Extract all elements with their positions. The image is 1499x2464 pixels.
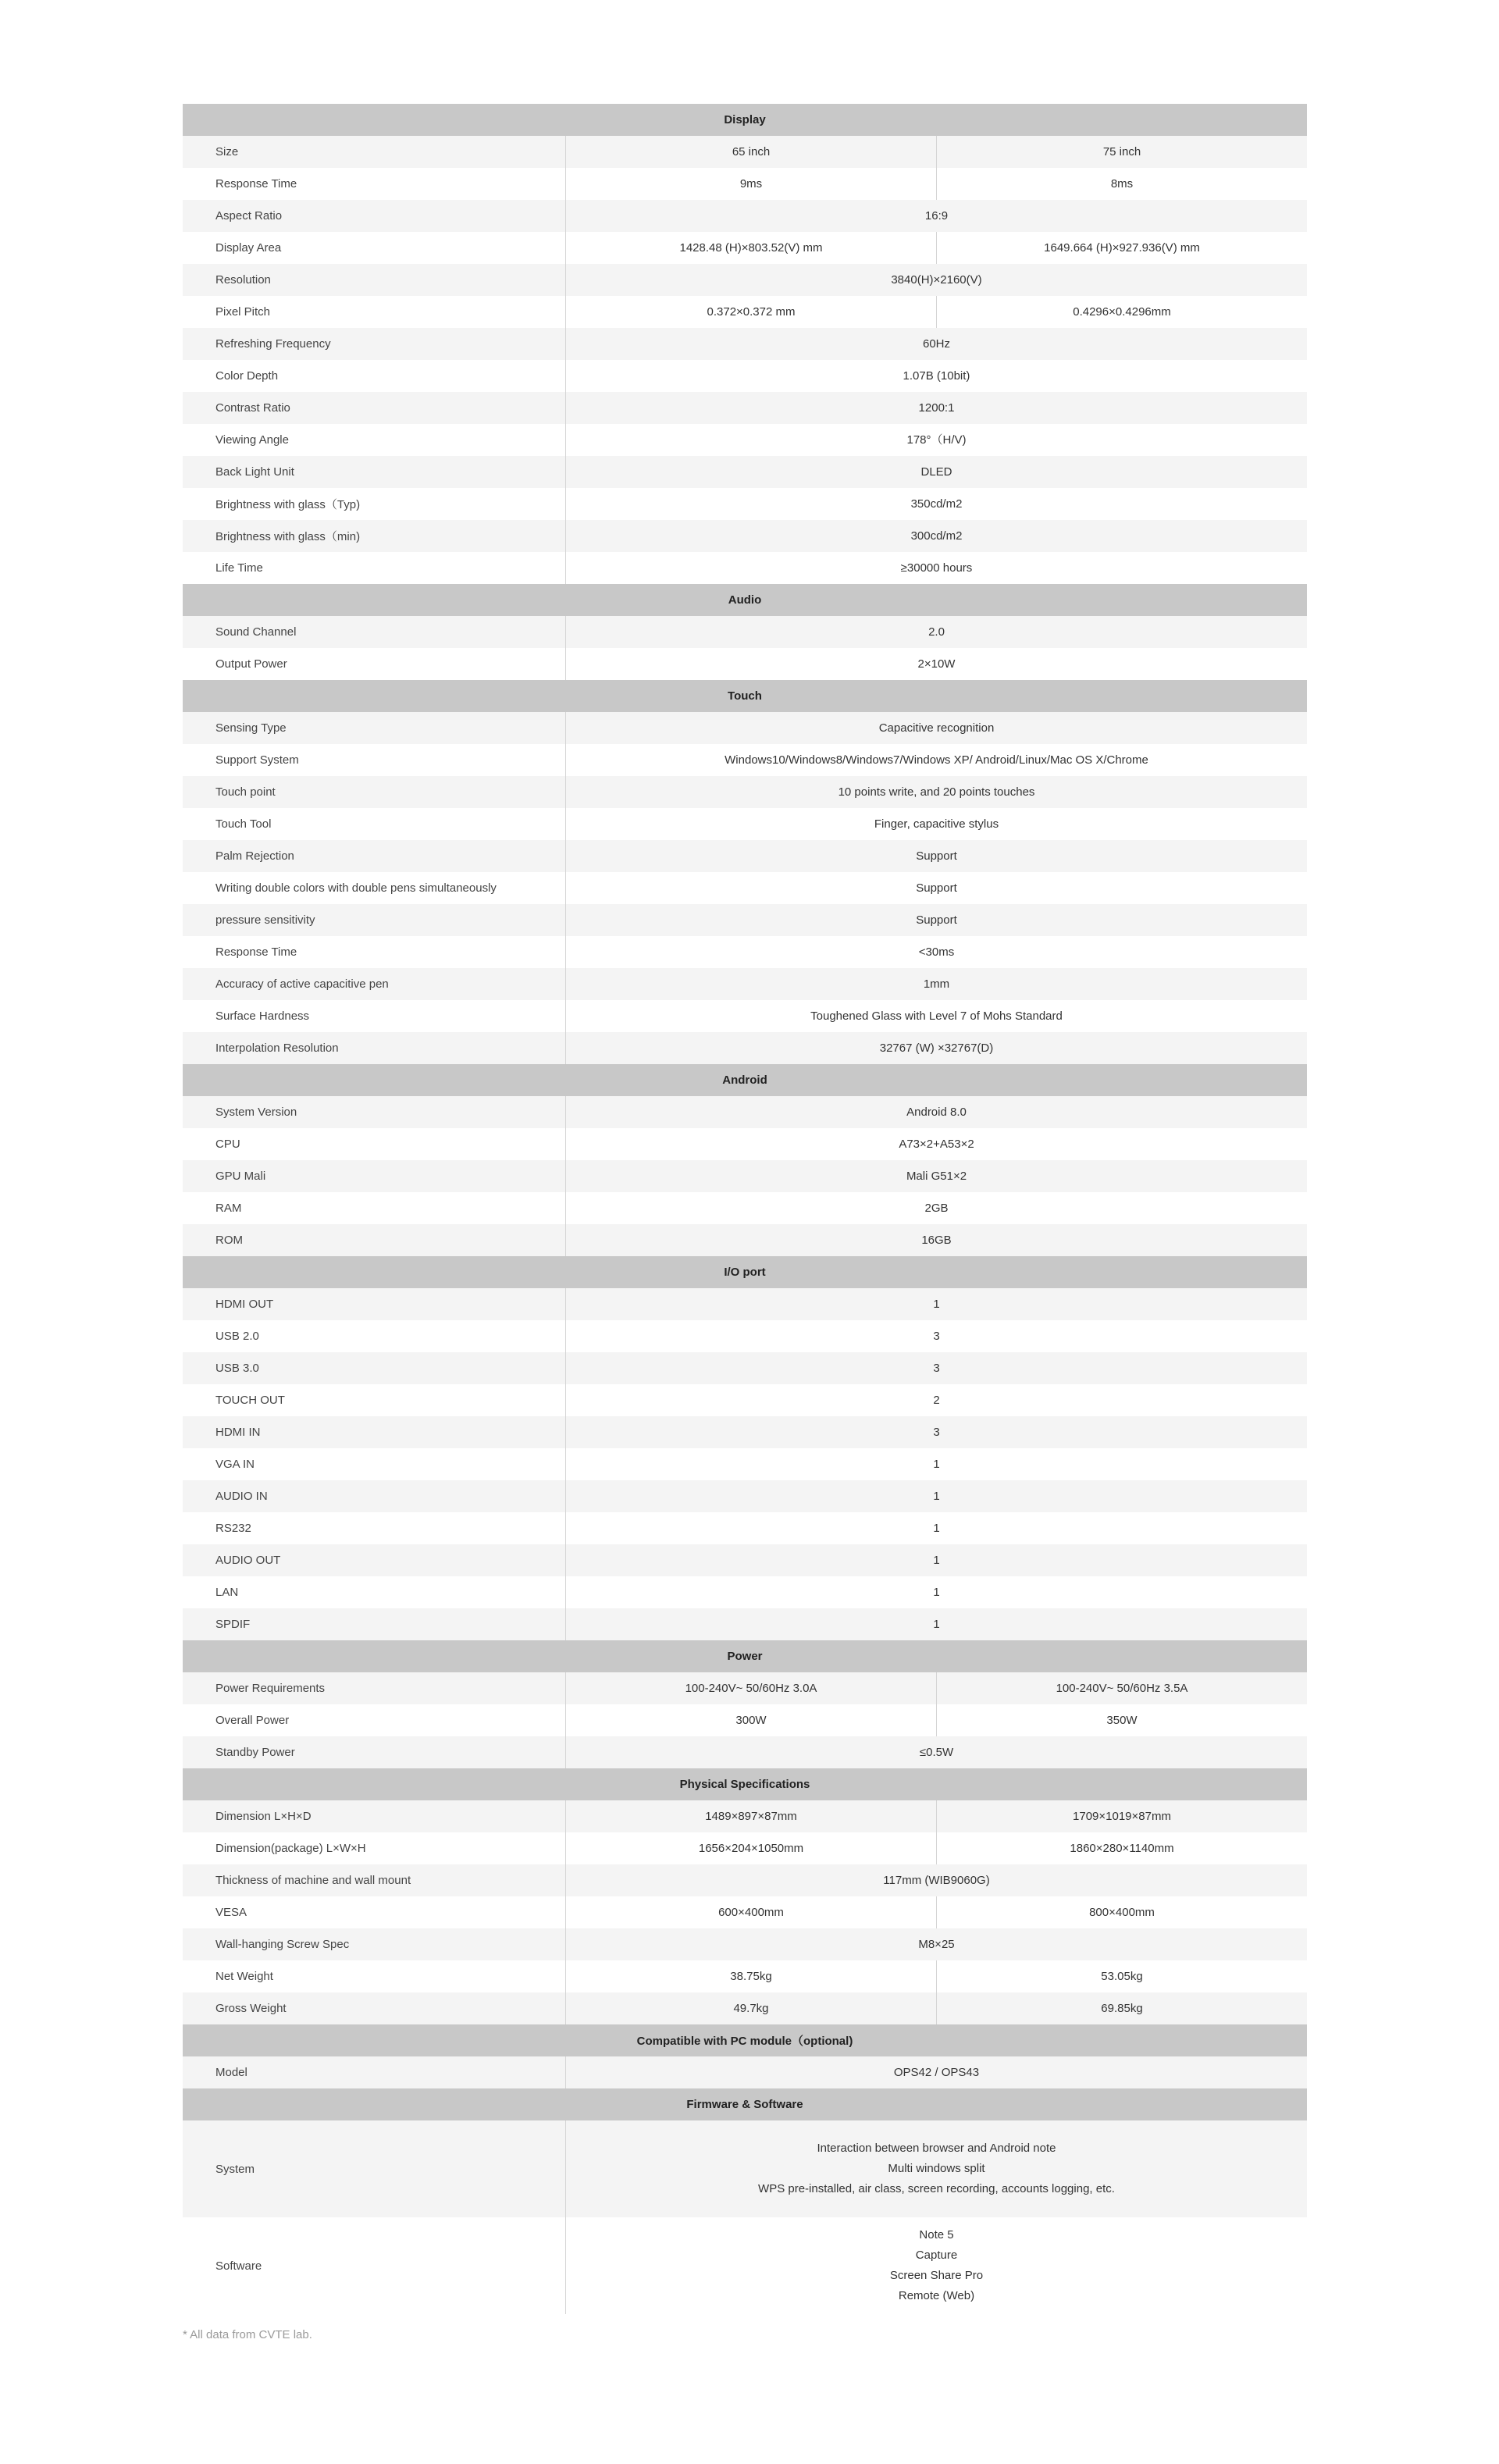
spec-value: 3 — [933, 1425, 940, 1439]
spec-row — [183, 1032, 1307, 1064]
spec-value: 1860×280×1140mm — [936, 1832, 1307, 1864]
spec-values — [566, 232, 1307, 264]
spec-value: Support — [916, 881, 957, 895]
spec-row — [183, 1992, 1307, 2024]
spec-row — [183, 872, 1307, 904]
spec-row — [183, 1608, 1307, 1640]
spec-values — [566, 2056, 1307, 2088]
section-header: Power — [183, 1640, 1307, 1672]
spec-row — [183, 1960, 1307, 1992]
spec-row — [183, 1000, 1307, 1032]
spec-row — [183, 520, 1307, 552]
spec-value: 75 inch — [936, 136, 1307, 168]
spec-value: 60Hz — [922, 336, 951, 351]
spec-row — [183, 840, 1307, 872]
spec-label: Brightness with glass（min) — [183, 520, 566, 552]
spec-value: 10 points write, and 20 points touches — [838, 785, 1035, 799]
spec-row — [183, 2120, 1307, 2217]
spec-value: 350W — [936, 1704, 1307, 1736]
spec-value: 300W — [735, 1713, 767, 1727]
spec-row — [183, 264, 1307, 296]
spec-row — [183, 1448, 1307, 1480]
spec-value: 2.0 — [928, 625, 945, 639]
spec-label: Brightness with glass（Typ) — [183, 488, 566, 520]
spec-values — [566, 1992, 1307, 2024]
spec-row — [183, 168, 1307, 200]
spec-value: 1200:1 — [918, 401, 955, 415]
spec-label: USB 3.0 — [183, 1352, 566, 1384]
spec-row — [183, 392, 1307, 424]
spec-values — [566, 520, 1307, 552]
spec-value: 1 — [933, 1297, 940, 1311]
spec-row — [183, 1672, 1307, 1704]
spec-values — [566, 1544, 1307, 1576]
spec-values — [566, 1480, 1307, 1512]
spec-value: Windows10/Windows8/Windows7/Windows XP/ Android/Linux/Mac OS X/Chrome — [725, 753, 1148, 767]
section-header: Compatible with PC module（optional) — [183, 2024, 1307, 2056]
spec-label: Model — [183, 2056, 566, 2088]
spec-values — [566, 840, 1307, 872]
spec-label: Accuracy of active capacitive pen — [183, 968, 566, 1000]
spec-values — [566, 1608, 1307, 1640]
spec-row — [183, 552, 1307, 584]
spec-row — [183, 968, 1307, 1000]
spec-label: Overall Power — [183, 1704, 566, 1736]
spec-value: M8×25 — [918, 1937, 955, 1951]
spec-values — [566, 1224, 1307, 1256]
spec-label: Output Power — [183, 648, 566, 680]
spec-value: 1 — [933, 1457, 940, 1471]
spec-row — [183, 1160, 1307, 1192]
spec-label: RS232 — [183, 1512, 566, 1544]
spec-row — [183, 712, 1307, 744]
spec-values — [566, 872, 1307, 904]
spec-value: 16GB — [921, 1233, 952, 1247]
spec-value: ≥30000 hours — [900, 561, 973, 575]
spec-value: 100-240V~ 50/60Hz 3.0A — [685, 1681, 817, 1695]
spec-values — [566, 1032, 1307, 1064]
spec-row — [183, 1096, 1307, 1128]
spec-row — [183, 1288, 1307, 1320]
spec-values — [566, 328, 1307, 360]
spec-label: Contrast Ratio — [183, 392, 566, 424]
spec-label: Sound Channel — [183, 616, 566, 648]
spec-label: RAM — [183, 1192, 566, 1224]
spec-value: 1428.48 (H)×803.52(V) mm — [679, 240, 823, 255]
spec-label: Resolution — [183, 264, 566, 296]
spec-row — [183, 456, 1307, 488]
spec-label: Support System — [183, 744, 566, 776]
spec-label: Display Area — [183, 232, 566, 264]
section-header: I/O port — [183, 1256, 1307, 1288]
spec-values — [566, 1960, 1307, 1992]
spec-values — [566, 1416, 1307, 1448]
spec-row — [183, 744, 1307, 776]
spec-label: Palm Rejection — [183, 840, 566, 872]
spec-label: Aspect Ratio — [183, 200, 566, 232]
spec-values — [566, 1512, 1307, 1544]
section-header: Firmware & Software — [183, 2088, 1307, 2120]
spec-values — [566, 1320, 1307, 1352]
spec-label: AUDIO OUT — [183, 1544, 566, 1576]
spec-value: 350cd/m2 — [910, 497, 963, 511]
spec-value: 49.7kg — [733, 2001, 769, 2015]
spec-value: 1709×1019×87mm — [936, 1800, 1307, 1832]
spec-row — [183, 808, 1307, 840]
spec-values — [566, 1928, 1307, 1960]
spec-label: Sensing Type — [183, 712, 566, 744]
spec-value: 0.372×0.372 mm — [707, 304, 796, 319]
spec-row — [183, 1544, 1307, 1576]
spec-value: Android 8.0 — [906, 1105, 967, 1119]
spec-label: Pixel Pitch — [183, 296, 566, 328]
spec-label: Response Time — [183, 936, 566, 968]
spec-values — [566, 1704, 1307, 1736]
spec-value: 2GB — [924, 1201, 949, 1215]
spec-values — [566, 1352, 1307, 1384]
spec-value: OPS42 / OPS43 — [893, 2065, 980, 2079]
spec-row — [183, 328, 1307, 360]
spec-value: 3 — [933, 1329, 940, 1343]
spec-value: 16:9 — [924, 208, 949, 223]
spec-values — [566, 1096, 1307, 1128]
spec-value: Finger, capacitive stylus — [874, 817, 999, 831]
spec-value: Note 5 Capture Screen Share Pro Remote (Web) — [889, 2228, 984, 2302]
spec-values — [566, 1128, 1307, 1160]
spec-values — [566, 136, 1307, 168]
spec-value: 2×10W — [917, 657, 956, 671]
spec-label: Viewing Angle — [183, 424, 566, 456]
spec-value: 1 — [933, 1553, 940, 1567]
spec-values — [566, 1672, 1307, 1704]
spec-values — [566, 456, 1307, 488]
spec-label: Interpolation Resolution — [183, 1032, 566, 1064]
spec-label: Standby Power — [183, 1736, 566, 1768]
spec-label: pressure sensitivity — [183, 904, 566, 936]
spec-label: VESA — [183, 1896, 566, 1928]
spec-value: Mali G51×2 — [906, 1169, 967, 1183]
spec-label: Dimension(package) L×W×H — [183, 1832, 566, 1864]
spec-value: 65 inch — [732, 144, 771, 158]
spec-label: Wall-hanging Screw Spec — [183, 1928, 566, 1960]
spec-values — [566, 168, 1307, 200]
spec-label: System — [183, 2120, 566, 2217]
spec-values — [566, 744, 1307, 776]
section-header: Touch — [183, 680, 1307, 712]
spec-value: DLED — [920, 465, 952, 479]
spec-row — [183, 1864, 1307, 1896]
section-header: Audio — [183, 584, 1307, 616]
spec-values — [566, 712, 1307, 744]
spec-row — [183, 1704, 1307, 1736]
spec-label: System Version — [183, 1096, 566, 1128]
spec-value: 2 — [933, 1393, 940, 1407]
spec-value: 8ms — [936, 168, 1307, 200]
spec-row — [183, 424, 1307, 456]
spec-value: Capacitive recognition — [878, 721, 995, 735]
spec-label: Refreshing Frequency — [183, 328, 566, 360]
spec-values — [566, 808, 1307, 840]
spec-row — [183, 616, 1307, 648]
spec-value: 38.75kg — [730, 1969, 772, 1983]
spec-value: 1 — [933, 1521, 940, 1535]
spec-values — [566, 936, 1307, 968]
spec-values — [566, 648, 1307, 680]
spec-label: Response Time — [183, 168, 566, 200]
spec-row — [183, 2056, 1307, 2088]
spec-label: Size — [183, 136, 566, 168]
spec-row — [183, 1128, 1307, 1160]
spec-value: Toughened Glass with Level 7 of Mohs Standard — [810, 1009, 1063, 1023]
spec-label: Dimension L×H×D — [183, 1800, 566, 1832]
spec-label: AUDIO IN — [183, 1480, 566, 1512]
spec-label: HDMI IN — [183, 1416, 566, 1448]
spec-values — [566, 1800, 1307, 1832]
spec-row — [183, 1192, 1307, 1224]
spec-label: CPU — [183, 1128, 566, 1160]
spec-row — [183, 1384, 1307, 1416]
spec-label: Back Light Unit — [183, 456, 566, 488]
spec-label: SPDIF — [183, 1608, 566, 1640]
spec-row — [183, 1224, 1307, 1256]
spec-values — [566, 1448, 1307, 1480]
spec-row — [183, 1832, 1307, 1864]
spec-label: VGA IN — [183, 1448, 566, 1480]
spec-label: Thickness of machine and wall mount — [183, 1864, 566, 1896]
spec-value: 9ms — [739, 176, 763, 190]
spec-row — [183, 360, 1307, 392]
section-header: Display — [183, 104, 1307, 136]
spec-label: LAN — [183, 1576, 566, 1608]
spec-row — [183, 1576, 1307, 1608]
spec-label: HDMI OUT — [183, 1288, 566, 1320]
spec-label: USB 2.0 — [183, 1320, 566, 1352]
spec-label: Touch point — [183, 776, 566, 808]
spec-row — [183, 1896, 1307, 1928]
spec-value: 178°（H/V) — [906, 433, 967, 447]
spec-value: Support — [916, 913, 957, 927]
spec-value: 3 — [933, 1361, 940, 1375]
spec-row — [183, 136, 1307, 168]
spec-values — [566, 1192, 1307, 1224]
spec-label: ROM — [183, 1224, 566, 1256]
spec-value: Interaction between browser and Android note Multi windows split WPS pre-installed, air class, screen recording, accounts logging, etc. — [758, 2142, 1115, 2195]
spec-value: 117mm (WIB9060G) — [883, 1873, 990, 1887]
spec-values — [566, 968, 1307, 1000]
spec-values — [566, 1864, 1307, 1896]
spec-values — [566, 1288, 1307, 1320]
spec-value: 1mm — [923, 977, 950, 991]
spec-values — [566, 1736, 1307, 1768]
spec-value: <30ms — [918, 945, 955, 959]
section-header: Physical Specifications — [183, 1768, 1307, 1800]
spec-label: Color Depth — [183, 360, 566, 392]
spec-values — [566, 1000, 1307, 1032]
spec-values — [566, 488, 1307, 520]
spec-label: Touch Tool — [183, 808, 566, 840]
footnote: * All data from CVTE lab. — [183, 2328, 312, 2341]
spec-values — [566, 264, 1307, 296]
spec-value: 600×400mm — [718, 1905, 784, 1919]
spec-values — [566, 2120, 1307, 2217]
spec-row — [183, 1736, 1307, 1768]
spec-label: Life Time — [183, 552, 566, 584]
spec-row — [183, 904, 1307, 936]
spec-row — [183, 1928, 1307, 1960]
spec-value: 100-240V~ 50/60Hz 3.5A — [936, 1672, 1307, 1704]
spec-value: 0.4296×0.4296mm — [936, 296, 1307, 328]
spec-row — [183, 1512, 1307, 1544]
spec-values — [566, 776, 1307, 808]
spec-value: 1 — [933, 1617, 940, 1631]
spec-label: Gross Weight — [183, 1992, 566, 2024]
spec-value: 1489×897×87mm — [705, 1809, 797, 1823]
spec-values — [566, 616, 1307, 648]
spec-row — [183, 488, 1307, 520]
spec-label: Net Weight — [183, 1960, 566, 1992]
spec-values — [566, 1832, 1307, 1864]
spec-row — [183, 2217, 1307, 2314]
spec-value: 1649.664 (H)×927.936(V) mm — [936, 232, 1307, 264]
spec-values — [566, 2217, 1307, 2314]
spec-value: 1 — [933, 1585, 940, 1599]
spec-value: 32767 (W) ×32767(D) — [879, 1041, 994, 1055]
spec-value: 1.07B (10bit) — [903, 369, 970, 383]
spec-values — [566, 1160, 1307, 1192]
spec-row — [183, 648, 1307, 680]
spec-row — [183, 1320, 1307, 1352]
spec-values — [566, 1576, 1307, 1608]
spec-values — [566, 360, 1307, 392]
spec-table — [183, 104, 1307, 2314]
spec-value: 53.05kg — [936, 1960, 1307, 1992]
spec-values — [566, 1384, 1307, 1416]
section-header: Android — [183, 1064, 1307, 1096]
spec-value: ≤0.5W — [919, 1745, 954, 1759]
spec-row — [183, 200, 1307, 232]
spec-value: A73×2+A53×2 — [899, 1137, 974, 1151]
spec-row — [183, 1800, 1307, 1832]
spec-value: 1 — [933, 1489, 940, 1503]
spec-row — [183, 1480, 1307, 1512]
spec-row — [183, 936, 1307, 968]
spec-values — [566, 552, 1307, 584]
spec-value: 69.85kg — [936, 1992, 1307, 2024]
spec-row — [183, 232, 1307, 264]
spec-row — [183, 776, 1307, 808]
spec-label: GPU Mali — [183, 1160, 566, 1192]
spec-row — [183, 1352, 1307, 1384]
spec-value: 3840(H)×2160(V) — [891, 272, 982, 287]
spec-value: 800×400mm — [936, 1896, 1307, 1928]
spec-label: Writing double colors with double pens simultaneously — [183, 872, 566, 904]
spec-values — [566, 904, 1307, 936]
spec-label: Surface Hardness — [183, 1000, 566, 1032]
spec-values — [566, 200, 1307, 232]
spec-label: TOUCH OUT — [183, 1384, 566, 1416]
spec-value: 1656×204×1050mm — [698, 1841, 804, 1855]
spec-values — [566, 296, 1307, 328]
spec-row — [183, 296, 1307, 328]
spec-value: 300cd/m2 — [910, 529, 963, 543]
spec-label: Power Requirements — [183, 1672, 566, 1704]
spec-value: Support — [916, 849, 957, 863]
spec-values — [566, 1896, 1307, 1928]
spec-label: Software — [183, 2217, 566, 2314]
spec-values — [566, 424, 1307, 456]
spec-row — [183, 1416, 1307, 1448]
spec-values — [566, 392, 1307, 424]
